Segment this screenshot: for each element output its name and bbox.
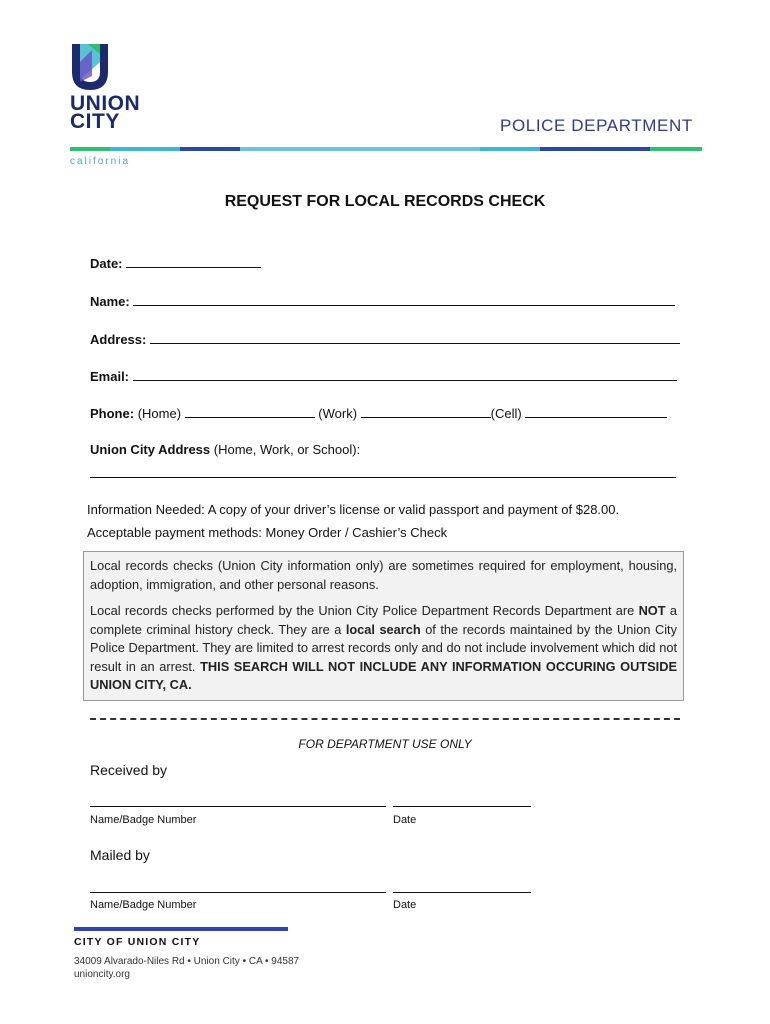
mailed-date-label: Date — [393, 899, 417, 911]
header-divider — [70, 147, 702, 151]
info-needed-text: Information Needed: A copy of your driver’s license or valid passport and payment of $28.00. — [87, 502, 620, 517]
mailed-date-line[interactable] — [393, 892, 531, 893]
name-input-line[interactable] — [133, 292, 675, 306]
uc-address-label: Union City Address (Home, Work, or School): — [90, 442, 361, 457]
phone-work-label: (Work) — [318, 406, 358, 421]
email-field[interactable]: Email: — [90, 367, 677, 384]
email-input-line[interactable] — [133, 367, 677, 381]
dashed-divider — [90, 718, 680, 720]
footer-address: 34009 Alvarado-Niles Rd • Union City • CA • 94587 — [74, 956, 300, 967]
address-input-line[interactable] — [150, 330, 680, 344]
state-label: california — [70, 156, 131, 167]
notice-box — [83, 551, 684, 701]
received-name-badge-label: Name/Badge Number — [90, 814, 197, 826]
notice-paragraph-2: Local records checks performed by the Union City Police Department Records Department are NOT a complete criminal history check. They are a local search of the records maintained by the Union City Police Department. They are limited to arrest records only and do not include involvement which did not result in an arrest. THIS SEARCH WILL NOT INCLUDE ANY INFORMATION OCCURING OUTSIDE UNION CITY, CA. — [90, 603, 677, 692]
mailed-by-label: Mailed by — [90, 847, 150, 863]
form-title: REQUEST FOR LOCAL RECORDS CHECK — [224, 193, 546, 210]
phone-home-input-line[interactable] — [185, 404, 315, 418]
union-city-logo-mark — [70, 42, 110, 92]
phone-home-label: (Home) — [137, 406, 182, 421]
received-date-line[interactable] — [393, 806, 531, 807]
phone-work-input-line[interactable] — [361, 404, 491, 418]
phone-field[interactable]: Phone: (Home) (Work) (Cell) — [90, 404, 667, 421]
date-field[interactable]: Date: — [90, 254, 261, 271]
uc-address-input-line[interactable] — [90, 477, 676, 478]
mailed-name-badge-label: Name/Badge Number — [90, 899, 197, 911]
name-field[interactable]: Name: — [90, 292, 675, 309]
footer-website[interactable]: unioncity.org — [74, 969, 130, 980]
phone-cell-input-line[interactable] — [525, 404, 667, 418]
footer-address-block — [74, 955, 299, 981]
payment-methods-text: Acceptable payment methods: Money Order / Cashier’s Check — [87, 525, 448, 540]
union-city-logo-text: UNION CITY — [70, 92, 141, 133]
footer-divider — [74, 927, 288, 931]
date-input-line[interactable] — [126, 254, 261, 268]
phone-cell-label: (Cell) — [490, 406, 522, 421]
address-field[interactable]: Address: — [90, 330, 680, 347]
department-use-heading: FOR DEPARTMENT USE ONLY — [298, 737, 472, 751]
notice-paragraph-1: Local records checks (Union City information only) are sometimes required for employment, housing, adoption, immigration, and other personal reasons. — [90, 558, 677, 592]
department-name: POLICE DEPARTMENT — [500, 116, 693, 135]
received-name-line[interactable] — [90, 806, 386, 807]
footer-city-name: CITY OF UNION CITY — [74, 936, 201, 948]
received-date-label: Date — [393, 814, 417, 826]
received-by-label: Received by — [90, 762, 168, 778]
mailed-name-line[interactable] — [90, 892, 386, 893]
